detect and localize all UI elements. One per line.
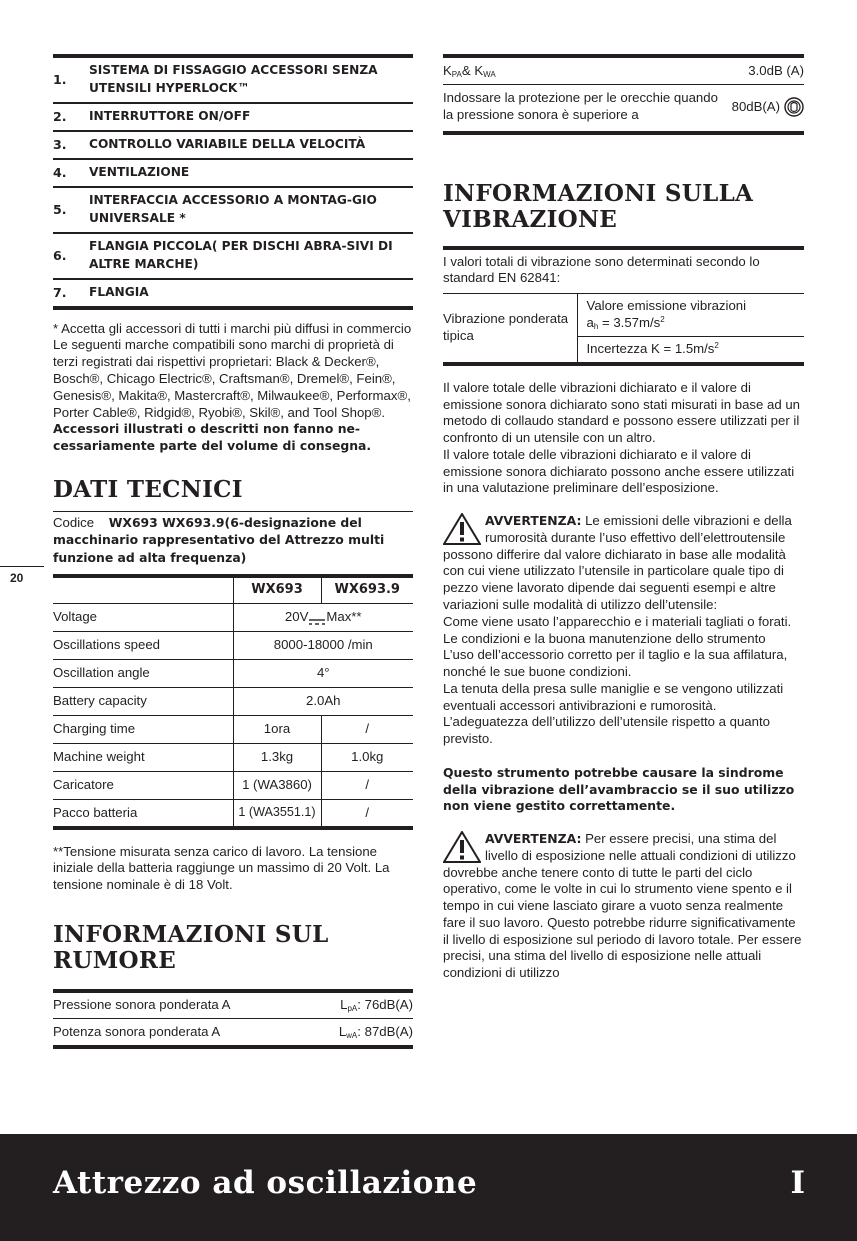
warning-label: AVVERTENZA: bbox=[485, 831, 582, 847]
code-paragraph bbox=[53, 514, 413, 565]
emission-value: = 3.57m/s bbox=[598, 314, 661, 330]
divider bbox=[443, 246, 804, 250]
table-cell: Potenza sonora ponderata A bbox=[53, 1023, 221, 1039]
list-item: L’uso dell’accessorio corretto per il taglio e la sua affilatura, nonché le sue buone condizioni. bbox=[443, 647, 788, 680]
warning-block bbox=[443, 831, 804, 982]
parts-list bbox=[53, 54, 413, 310]
footer-title: Attrezzo ad oscillazione bbox=[53, 1165, 478, 1201]
table-row bbox=[53, 772, 413, 800]
vibration-heading: INFORMAZIONI SULLA VIBRAZIONE bbox=[443, 179, 754, 234]
dc-symbol-icon bbox=[309, 614, 325, 622]
table-row bbox=[53, 800, 413, 828]
parts-item-text: VENTILAZIONE bbox=[89, 165, 190, 180]
table-cell: 8000-18000 /min bbox=[233, 632, 413, 660]
table-cell: Machine weight bbox=[53, 749, 145, 765]
table-row bbox=[53, 744, 413, 772]
table-row bbox=[443, 294, 804, 337]
table-cell: / bbox=[321, 800, 413, 828]
table-cell: Incertezza $K = 1.5m/s^2$ bbox=[577, 337, 804, 364]
table-header: WX693 bbox=[233, 576, 321, 604]
table-cell: Voltage bbox=[53, 609, 97, 625]
table-cell bbox=[53, 576, 233, 604]
table-cell: Valore emissione vibrazioni $a_h = 3.57m/s^2$ bbox=[577, 294, 804, 337]
table-row bbox=[53, 576, 413, 604]
list-item: Le condizioni e la buona manutenzione dello strumento bbox=[443, 630, 766, 646]
power-value: : 87dB(A) bbox=[357, 1023, 413, 1039]
table-cell: 1.0kg bbox=[321, 744, 413, 772]
table-cell: / bbox=[321, 716, 413, 744]
table-row bbox=[53, 604, 413, 632]
parts-item-text: FLANGIA bbox=[89, 285, 149, 299]
table-cell: 1.3kg bbox=[233, 744, 321, 772]
divider bbox=[53, 511, 413, 512]
voltage-value: 20V bbox=[284, 609, 309, 625]
pressure-value: : 76dB(A) bbox=[357, 997, 413, 1012]
table-cell: Caricatore bbox=[53, 777, 114, 793]
parts-item bbox=[53, 58, 413, 104]
warning-body: Per essere precisi, una stima del livello di esposizione nelle attuali condizioni di utilizzo dovrebbe anche tenere conto di tutte le parti del ciclo operativo, come le volte in cui lo strumento viene spento e il tempo in cui viene lasciato girare a vuoto senza realmente fare il suo lavoro. Questo potrebbe ridurre significativamente il livello di esposizione sul periodo di lavoro totale. Per essere precisi, una stima del livello di esposizione nelle attuali condizioni di utilizzo bbox=[443, 831, 802, 981]
list-item: Come viene usato l’apparecchio e i materiali tagliati o forati. bbox=[443, 613, 792, 629]
table-cell: Oscillation angle bbox=[53, 665, 150, 681]
noise-heading: INFORMAZIONI SUL RUMORE bbox=[53, 920, 329, 975]
parts-item-number: 7. bbox=[53, 284, 67, 300]
vibration-paragraph: Il valore totale delle vibrazioni dichiarato e il valore di emissione sonora dichiarato possono anche essere utilizzati in una valutazione preliminare dell’esposizione. bbox=[443, 446, 795, 496]
parts-item-number: 4. bbox=[53, 165, 67, 180]
warning-block bbox=[443, 513, 804, 748]
table-row bbox=[53, 632, 413, 660]
warning-text bbox=[443, 831, 804, 982]
tech-heading: DATI TECNICI bbox=[53, 475, 243, 503]
table-cell: Pacco batteria bbox=[53, 804, 138, 820]
left-column bbox=[53, 54, 413, 1049]
parts-item-number: 6. bbox=[53, 248, 67, 263]
parts-item bbox=[53, 234, 413, 280]
table-cell: Battery capacity bbox=[53, 693, 147, 709]
table-row bbox=[53, 1019, 413, 1047]
table-cell: 1 (WA3860) bbox=[233, 772, 321, 800]
parts-item bbox=[53, 160, 413, 188]
parts-item bbox=[53, 132, 413, 160]
table-cell: 2.0Ah bbox=[233, 688, 413, 716]
page-number: 20 bbox=[0, 566, 44, 586]
parts-item bbox=[53, 188, 413, 234]
language-letter: I bbox=[790, 1165, 805, 1201]
table-cell: Vibrazione ponderata tipica bbox=[443, 311, 569, 343]
table-cell: Pressione sonora ponderata A bbox=[53, 997, 231, 1013]
noise-table bbox=[53, 989, 413, 1049]
uncertainty-value: Incertezza K = 1.5m/s bbox=[586, 341, 715, 357]
table-row bbox=[53, 688, 413, 716]
warning-icon bbox=[443, 513, 481, 545]
protection-value: 80dB(A) bbox=[731, 98, 780, 114]
parts-item-text: CONTROLLO VARIABILE DELLA VELOCITÀ bbox=[89, 137, 366, 152]
ear-protection-icon bbox=[784, 97, 804, 117]
vibration-paragraph: Il valore totale delle vibrazioni dichiarato e il valore di emissione sonora dichiarato sono stati misurati in base ad un metodo di collaudo standard e possono essere utilizzati per il confronto di un utensile con un altro. bbox=[443, 379, 800, 446]
k-value: 3.0dB (A) bbox=[748, 63, 804, 78]
table-cell: 1 (WA3551.1) bbox=[233, 800, 321, 828]
parts-item-number: 5. bbox=[53, 202, 67, 217]
parts-item bbox=[53, 280, 413, 310]
table-row bbox=[53, 660, 413, 688]
list-item: La tenuta della presa sulle maniglie e se vengono utilizzati eventuali accessori antivibrazioni e rumorosità. bbox=[443, 680, 784, 713]
table-cell: 1ora bbox=[233, 716, 321, 744]
code-label: Codice bbox=[53, 515, 95, 531]
parts-item-number: 2. bbox=[53, 109, 67, 124]
protection-text: Indossare la protezione per le orecchie quando la pressione sonora è superiore a bbox=[443, 90, 718, 122]
emission-label: Valore emissione vibrazioni bbox=[586, 298, 747, 314]
k-label: $K_{PA}\&$ $K_{WA}$ bbox=[443, 63, 496, 79]
parts-item-number: 3. bbox=[53, 137, 67, 152]
table-cell: 4° bbox=[233, 660, 413, 688]
warning-body: Le emissioni delle vibrazioni e della rumorosità durante l’uso effettivo dell’elettroutensile possono differire dal valore dichiarato in base alle modalità con cui viene utilizzato l’utensile in particolare quale tipo di pezzo viene lavorato dipende dai seguenti esempi e altre variazioni sulle modalità di utilizzo dell’utensile: bbox=[443, 513, 792, 612]
warning-icon bbox=[443, 831, 481, 863]
protection-row bbox=[443, 85, 804, 135]
code-value: WX693 WX693.9(6-designazione del macchinario rappresentativo del Attrezzo multi funzione ad alta frequenza) bbox=[53, 515, 385, 565]
parts-item-text: SISTEMA DI FISSAGGIO ACCESSORI SENZA UTENSILI HYPERLOCK™ bbox=[89, 63, 378, 95]
voltage-footnote: **Tensione misurata senza carico di lavoro. La tensione iniziale della batteria raggiunge un massimo di 20 Volt. La tensione nominale è di 18 Volt. bbox=[53, 843, 390, 893]
parts-item-text: INTERRUTTORE ON/OFF bbox=[89, 109, 251, 124]
k-row bbox=[443, 54, 804, 85]
parts-item-number: 1. bbox=[53, 72, 67, 87]
table-row bbox=[53, 991, 413, 1019]
table-cell bbox=[233, 604, 413, 632]
parts-item-text: FLANGIA PICCOLA( PER DISCHI ABRA-SIVI DI ALTRE MARCHE) bbox=[89, 239, 393, 271]
vibration-table bbox=[443, 293, 804, 366]
parts-item bbox=[53, 104, 413, 132]
voltage-suffix: Max** bbox=[326, 609, 362, 625]
vibration-intro: I valori totali di vibrazione sono determinati secondo lo standard EN 62841: bbox=[443, 253, 760, 286]
table-cell: Charging time bbox=[53, 721, 136, 737]
table-row bbox=[53, 716, 413, 744]
parts-item-text: INTERFACCIA ACCESSORIO A MONTAG-GIO UNIVERSALE * bbox=[89, 193, 377, 225]
accessories-bold-note: Accessori illustrati o descritti non fanno ne-cessariamente parte del volume di consegna. bbox=[53, 421, 372, 454]
accessory-note: * Accetta gli accessori di tutti i marchi più diffusi in commercio bbox=[53, 320, 412, 336]
warning-label: AVVERTENZA: bbox=[485, 513, 582, 529]
table-header: WX693.9 bbox=[321, 576, 413, 604]
bold-warning: Questo strumento potrebbe causare la sindrome della vibrazione dell’avambraccio se il suo utilizzo non viene gestito correttamente. bbox=[443, 764, 795, 814]
brands-text: Le seguenti marche compatibili sono marchi di proprietà di terzi registrati dai rispettivi proprietari: Black & Decker®, Bosch®, Chicago Electric®, Craftsman®, Dremel®, Fein®, Genesis®, Makita®, Mastercraft®, Milwaukee®, Performax®, Porter Cable®, Ridgid®, Ryobi®, Skil®, and Tool Shop®. bbox=[53, 337, 411, 420]
table-cell: Oscillations speed bbox=[53, 637, 161, 653]
tech-table bbox=[53, 574, 413, 830]
table-cell: / bbox=[321, 772, 413, 800]
footer-bar bbox=[0, 1134, 857, 1241]
right-column bbox=[443, 54, 804, 982]
table-cell: $L_{pA}$: 76dB(A) bbox=[340, 997, 413, 1013]
table-cell: $L_{wA}$: 87dB(A) bbox=[338, 1023, 413, 1040]
warning-text bbox=[443, 513, 804, 614]
list-item: L’adeguatezza dell’utilizzo dell’utensile rispetto a quanto previsto. bbox=[443, 714, 770, 747]
